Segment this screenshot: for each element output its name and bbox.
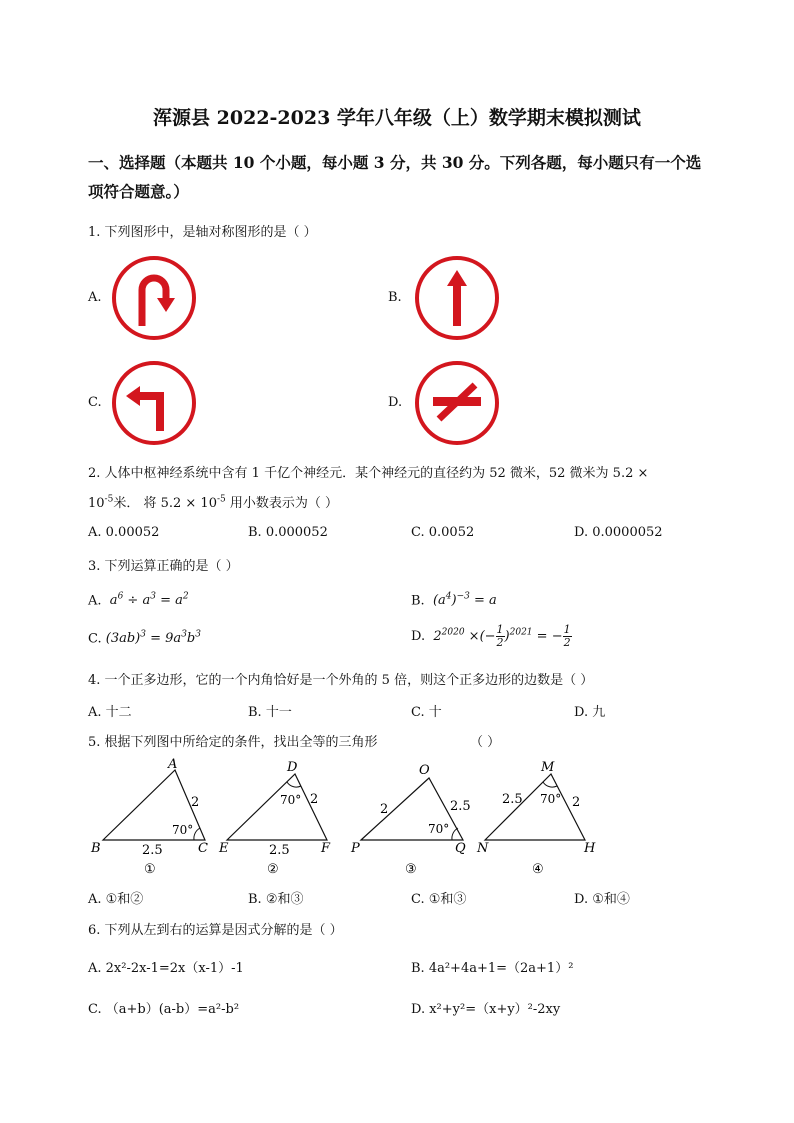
q2-option-a: A. 0.00052 [88, 525, 160, 540]
t1-number: ① [144, 862, 156, 877]
q5-option-d: D. ①和④ [574, 892, 630, 907]
t2-side-right: 2 [310, 792, 319, 807]
q1-option-a-label: A. [88, 290, 102, 305]
t4-side-right: 2 [572, 795, 581, 810]
q6-option-b: B. 4a²+4a+1=（2a+1）² [411, 961, 574, 976]
question-4-stem: 4. 一个正多边形，它的一个内角恰好是一个外角的 5 倍，则这个正多边形的边数是（ ） [88, 673, 594, 688]
t2-side-bottom: 2.5 [269, 843, 290, 858]
triangle-3 [350, 763, 471, 877]
q4-option-b: B. 十一 [248, 705, 292, 720]
q1-option-d-label: D. [388, 395, 403, 410]
question-2-line1: 2. 人体中枢神经系统中含有 1 千亿个神经元．某个神经元的直径约为 52 微米，52 微米为 5.2 × [88, 466, 649, 481]
t1-side-bottom: 2.5 [142, 843, 163, 858]
section-heading-line2: 项符合题意。） [88, 182, 189, 201]
question-2-line2: $10^{-5}$米． 将 $5.2 \times 10^{-5}$ 用小数表示为（ ） [88, 494, 339, 511]
t2-number: ② [267, 862, 279, 877]
question-3-stem: 3. 下列运算正确的是（ ） [88, 559, 239, 574]
t1-side-right: 2 [191, 795, 200, 810]
t3-vertex-right: Q [455, 841, 466, 856]
q2-option-d: D. 0.0000052 [574, 525, 663, 540]
q6-option-c: C. （a+b）(a-b）=a²-b² [88, 1002, 240, 1017]
q3-option-a: A. $a^6 \div a^3 = a^2$ [88, 592, 189, 609]
t3-side-left: 2 [380, 802, 389, 817]
q6-option-a: A. 2x²-2x-1=2x（x-1）-1 [88, 961, 244, 976]
t1-angle: 70° [172, 823, 194, 837]
q5-option-c: C. ①和③ [411, 892, 467, 907]
triangle-2 [218, 760, 331, 877]
q4-option-a: A. 十二 [88, 705, 132, 720]
straight-arrow-sign-icon [413, 254, 501, 342]
q4-option-c: C. 十 [411, 705, 442, 720]
t4-vertex-top: M [541, 760, 555, 775]
triangle-4 [476, 760, 596, 877]
question-5-stem: 5. 根据下列图中所给定的条件，找出全等的三角形 [88, 735, 378, 750]
t2-vertex-top: D [287, 760, 298, 775]
q3-option-b: B. $(a^4)^{-3} = a$ [411, 592, 497, 609]
question-1-stem: 1. 下列图形中，是轴对称图形的是（ ） [88, 225, 317, 240]
u-turn-sign-icon [110, 254, 198, 342]
q5-option-b: B. ②和③ [248, 892, 304, 907]
q3-option-c: C. $(3ab)^3 = 9a^3b^3$ [88, 630, 201, 647]
q6-option-d: D. x²+y²=（x+y）²-2xy [411, 1002, 561, 1017]
triangles-figure [85, 758, 615, 880]
q4-option-d: D. 九 [574, 705, 606, 720]
t4-vertex-right: H [584, 841, 596, 856]
t3-angle: 70° [428, 822, 450, 836]
t3-vertex-top: O [419, 763, 430, 778]
left-turn-sign-icon [110, 359, 198, 447]
t3-vertex-left: P [351, 841, 360, 856]
t4-vertex-left: N [477, 841, 489, 856]
triangle-1 [90, 758, 208, 877]
q1-option-b-label: B. [388, 290, 402, 305]
t3-number: ③ [405, 862, 417, 877]
q5-option-a: A. ①和② [88, 892, 144, 907]
t1-vertex-left: B [91, 841, 101, 856]
t2-vertex-right: F [321, 841, 331, 856]
t3-side-right: 2.5 [450, 799, 471, 814]
t1-vertex-top: A [168, 758, 178, 772]
t2-angle: 70° [280, 793, 302, 807]
t4-angle: 70° [540, 792, 562, 806]
q3-option-d: D. $2^{2020}$ ×(− $\frac{1}{2}$ )$^{2021}$ = − $\frac{1}{2}$ [411, 623, 571, 649]
t4-side-left: 2.5 [502, 792, 523, 807]
question-6-stem: 6. 下列从左到右的运算是因式分解的是（ ） [88, 923, 343, 938]
page-title: 浑源县 2022-2023 学年八年级（上）数学期末模拟测试 [153, 107, 641, 129]
t1-vertex-right: C [198, 841, 208, 856]
q2-option-b: B. 0.000052 [248, 525, 328, 540]
no-entry-slash-sign-icon [413, 359, 501, 447]
t4-number: ④ [532, 862, 544, 877]
q2-option-c: C. 0.0052 [411, 525, 475, 540]
section-heading-line1: 一、选择题（本题共 10 个小题，每小题 3 分，共 30 分。下列各题，每小题只有一个选 [88, 153, 702, 172]
q1-option-c-label: C. [88, 395, 102, 410]
t2-vertex-left: E [219, 841, 229, 856]
question-5-answer-paren: （ ） [470, 735, 501, 750]
